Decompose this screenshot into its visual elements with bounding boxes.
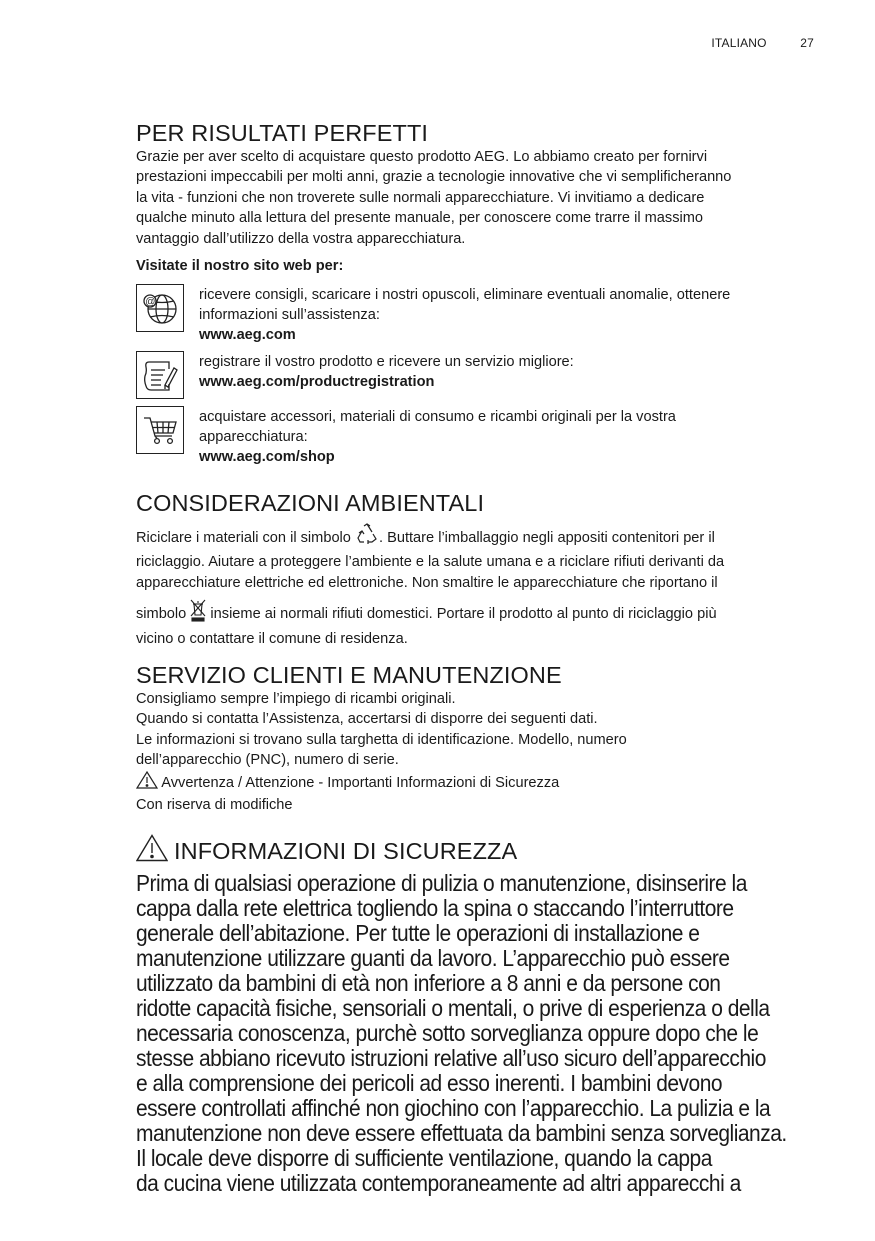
shopping-cart-icon — [136, 406, 184, 454]
safety-line: Il locale deve disporre di sufficiente ventilazione, quando la cappa — [136, 1145, 712, 1171]
web-item-shop — [136, 406, 820, 467]
safety-line: generale dell’abitazione. Per tutte le operazioni di installazione e — [136, 920, 700, 946]
safety-line: utilizzato da bambini di età non inferiore a 8 anni e da persone con — [136, 970, 721, 996]
page-header — [711, 36, 814, 50]
registration-form-icon — [136, 351, 184, 399]
recycle-icon — [355, 522, 379, 552]
safety-line: manutenzione non deve essere effettuata da bambini senza sorveglianza. — [136, 1120, 787, 1146]
link-productregistration[interactable]: www.aeg.com/productregistration — [199, 374, 435, 391]
safety-title: INFORMAZIONI DI SICUREZZA — [174, 837, 518, 864]
crossed-bin-icon — [190, 598, 206, 628]
web-item-assistance — [136, 284, 820, 345]
service-title: SERVIZIO CLIENTI E MANUTENZIONE — [136, 662, 562, 688]
safety-line: da cucina viene utilizzata contemporaneamente ad altri apparecchi a — [136, 1170, 741, 1196]
service-line: Le informazioni si trovano sulla targhetta di identificazione. Modello, numero — [136, 731, 627, 748]
intro-line: la vita - funzioni che non troverete sulle normali apparecchiature. Vi invitiamo a dedicare — [136, 189, 705, 206]
warning-line: Avvertenza / Attenzione - Importanti Informazioni di Sicurezza — [136, 771, 820, 795]
web-item-line: ricevere consigli, scaricare i nostri opuscoli, eliminare eventuali anomalie, ottenere — [199, 287, 731, 304]
web-item-line: apparecchiatura: — [199, 429, 308, 446]
reserve-line: Con riserva di modifiche — [136, 797, 293, 814]
results-title: PER RISULTATI PERFETTI — [136, 120, 429, 146]
safety-line: essere controllati affinché non giochino con l’apparecchio. La pulizia e la — [136, 1095, 771, 1121]
intro-line: Grazie per aver scelto di acquistare questo prodotto AEG. Lo abbiamo creato per fornirvi — [136, 149, 708, 165]
environment-line: apparecchiature elettriche ed elettroniche. Non smaltire le apparecchiature che riportano il — [136, 574, 718, 591]
safety-section — [136, 834, 820, 1196]
web-item-line: registrare il vostro prodotto e ricevere un servizio migliore: — [199, 354, 574, 371]
globe-at-icon — [136, 284, 184, 332]
safety-line: ridotte capacità fisiche, sensoriali o mentali, o prive di esperienza o della — [136, 995, 770, 1021]
service-line: Consigliamo sempre l’impiego di ricambi originali. — [136, 691, 456, 707]
environment-line: vicino o contattare il comune di residenza. — [136, 630, 408, 647]
safety-line: cappa dalla rete elettrica togliendo la spina o staccando l’interruttore — [136, 895, 734, 921]
visit-label: Visitate il nostro sito web per: — [136, 258, 344, 275]
service-line: Quando si contatta l’Assistenza, accertarsi di disporre dei seguenti dati. — [136, 711, 598, 728]
safety-text — [136, 871, 824, 1196]
safety-line: e alla comprensione dei pericoli ad esso inerenti. I bambini devono — [136, 1070, 723, 1096]
intro-line: prestazioni impeccabili per molti anni, grazie a tecnologie innovative che vi semplificheranno — [136, 169, 732, 186]
safety-line: manutenzione utilizzare guanti da lavoro. L’apparecchio può essere — [136, 945, 730, 971]
link-aeg[interactable]: www.aeg.com — [199, 327, 296, 344]
results-section — [136, 119, 820, 467]
results-intro — [136, 147, 820, 249]
environment-title: CONSIDERAZIONI AMBIENTALI — [136, 490, 485, 516]
service-line: dell’apparecchio (PNC), numero di serie. — [136, 752, 399, 769]
environment-section — [136, 489, 820, 649]
svg-text:@: @ — [145, 296, 156, 308]
page-number: 27 — [800, 36, 814, 50]
web-item-registration — [136, 351, 820, 399]
environment-line: Riciclare i materiali con il simbolo . Buttare l’imballaggio negli appositi contenitori per il — [136, 522, 820, 552]
web-item-line: acquistare accessori, materiali di consumo e ricambi originali per la vostra — [199, 409, 676, 426]
environment-line: riciclaggio. Aiutare a proteggere l’ambiente e la salute umana e a riciclare rifiuti derivanti da — [136, 554, 725, 571]
environment-line: simbolo insieme ai normali rifiuti domestici. Portare il prodotto al punto di riciclaggio più — [136, 598, 820, 628]
service-section — [136, 661, 820, 815]
warning-triangle-icon — [136, 771, 158, 795]
safety-line: necessaria conoscenza, purchè sotto sorveglianza oppure dopo che le — [136, 1020, 759, 1046]
intro-line: vantaggio dall’utilizzo della vostra apparecchiatura. — [136, 230, 466, 247]
safety-line: stesse abbiano ricevuto istruzioni relative all’uso sicuro dell’apparecchio — [136, 1045, 766, 1071]
web-item-line: informazioni sull’assistenza: — [199, 307, 380, 324]
language-label: ITALIANO — [711, 36, 767, 50]
warning-triangle-icon — [136, 834, 168, 867]
safety-line: Prima di qualsiasi operazione di pulizia o manutenzione, disinserire la — [136, 870, 747, 896]
link-shop[interactable]: www.aeg.com/shop — [199, 449, 335, 466]
intro-line: qualche minuto alla lettura del presente manuale, per conoscere come trarre il massimo — [136, 210, 704, 227]
